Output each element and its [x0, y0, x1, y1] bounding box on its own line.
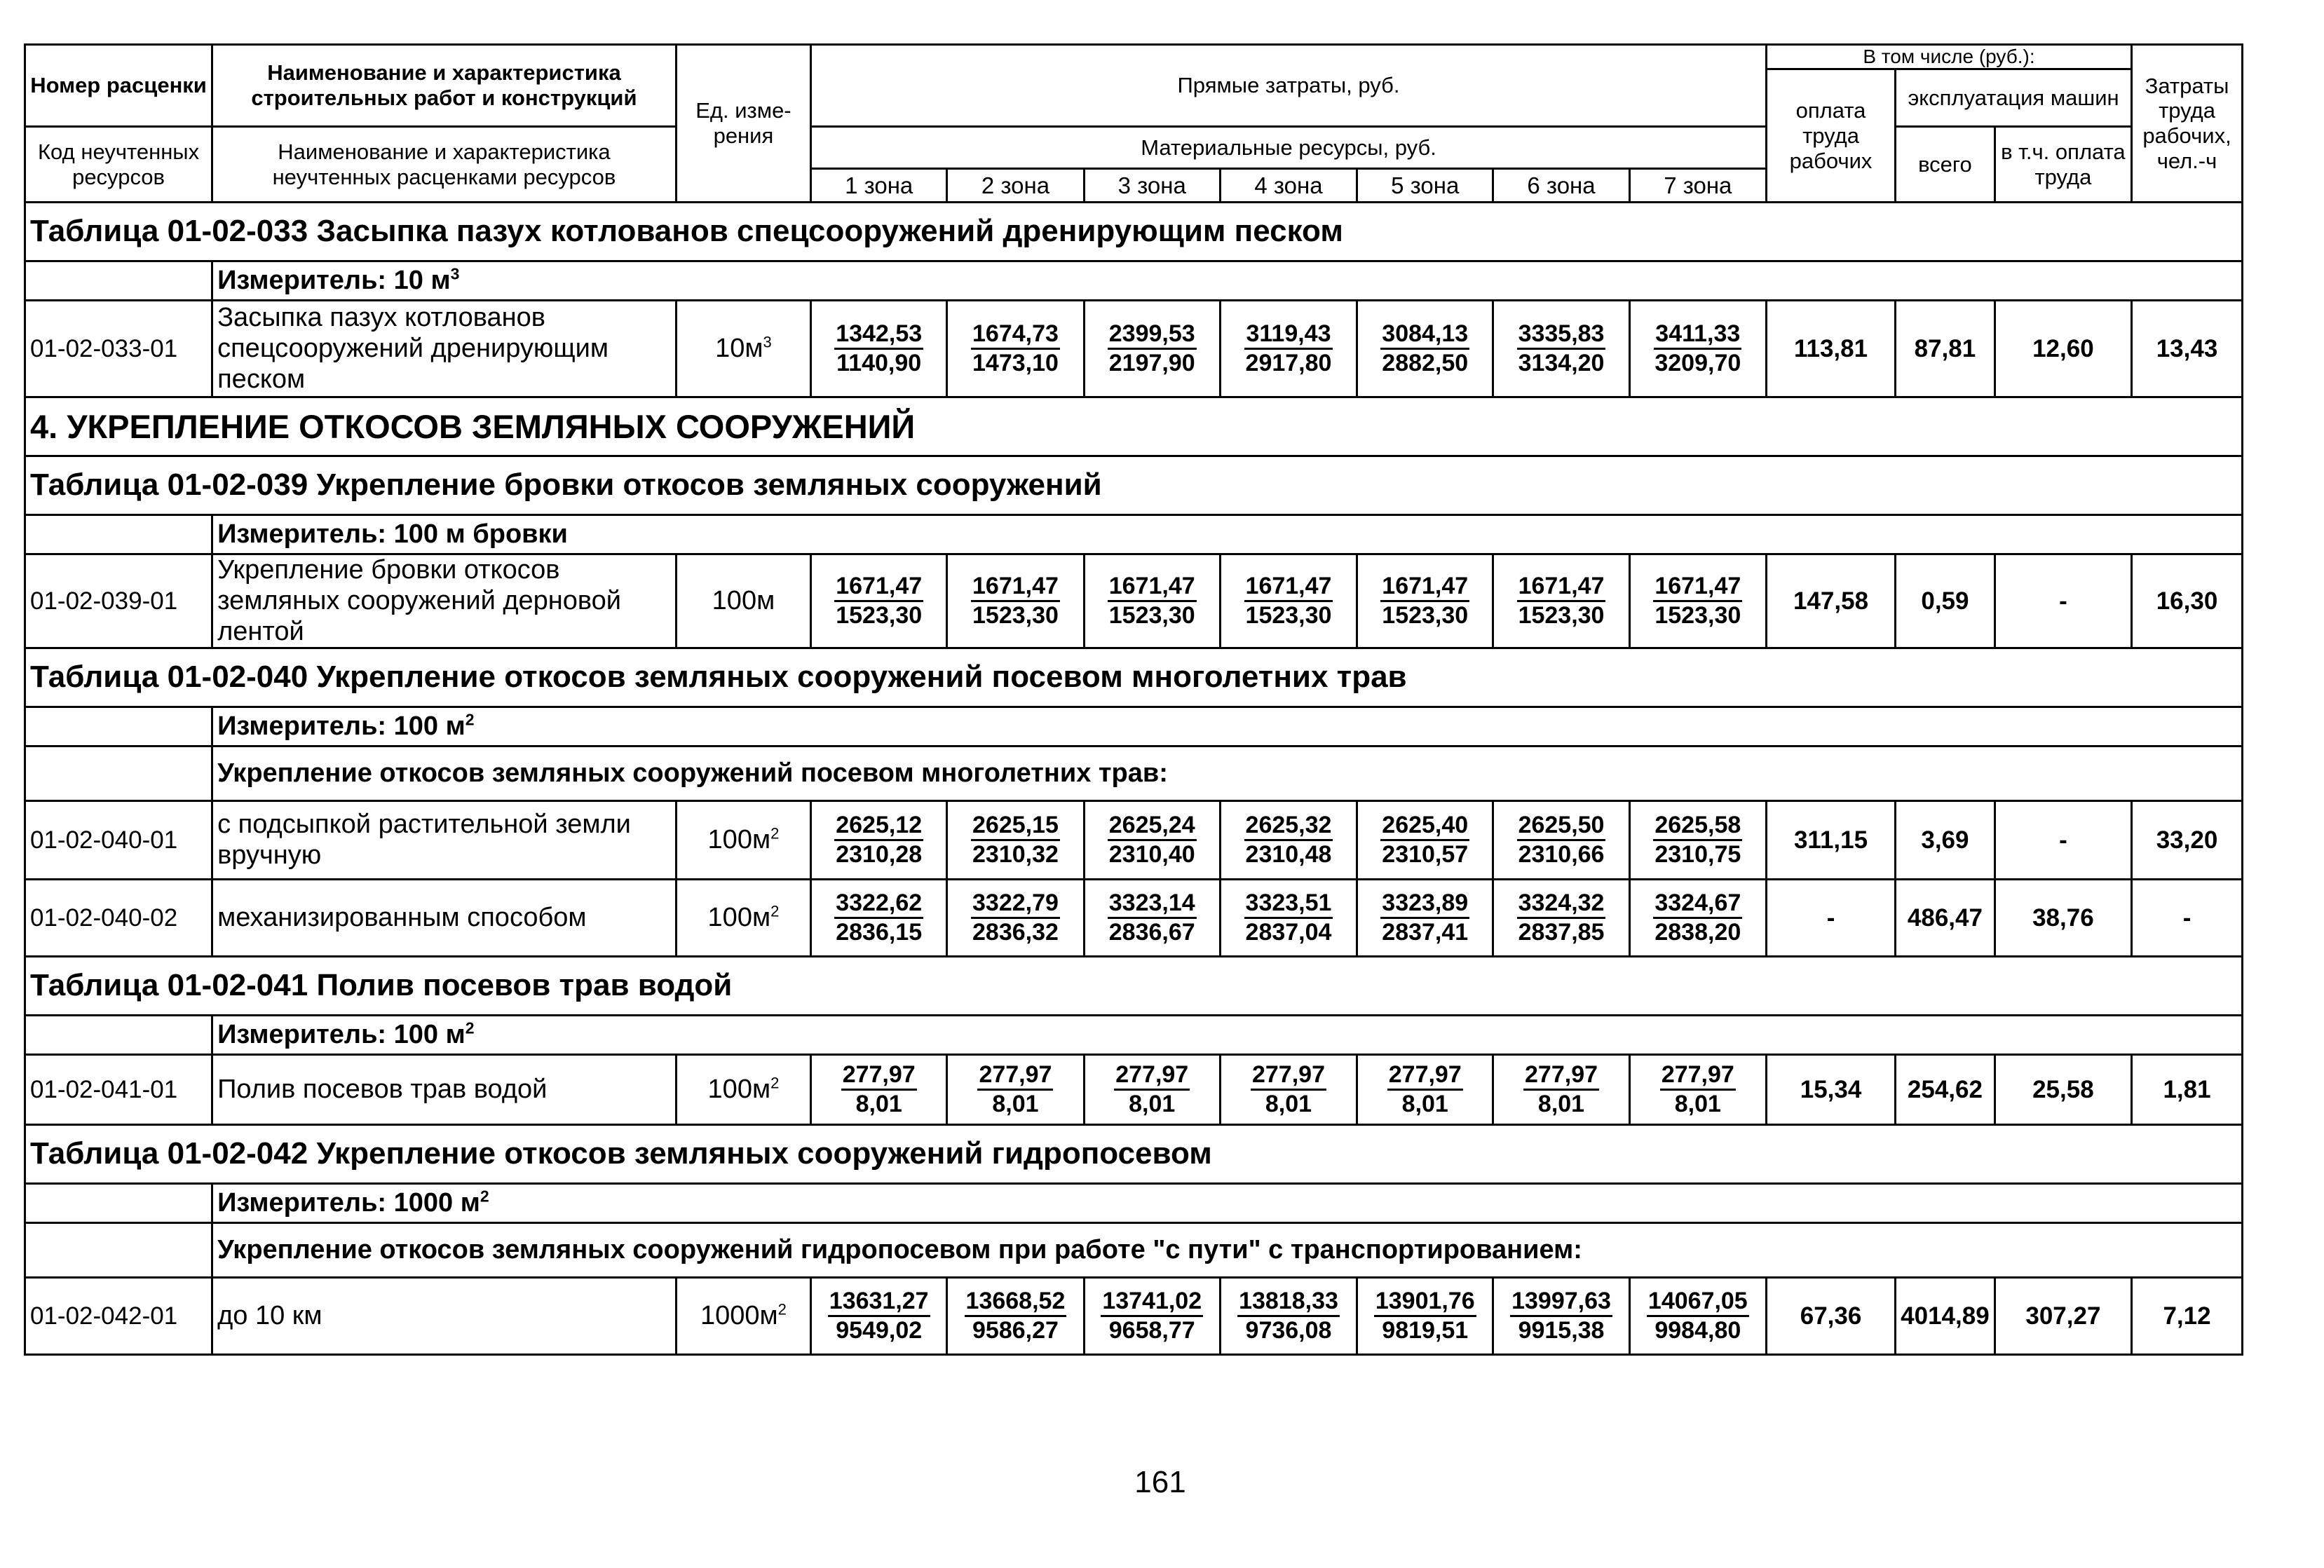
price-total: 2625,40: [1380, 812, 1469, 841]
table-title-row: [25, 648, 2243, 707]
price-materials: 9819,51: [1382, 1317, 1469, 1344]
unit-superscript: 2: [770, 824, 780, 843]
table-row: [25, 1055, 2243, 1125]
zone-price-7: [1629, 1278, 1766, 1355]
price-total: 277,97: [977, 1061, 1053, 1091]
price-materials: 9658,77: [1108, 1317, 1195, 1344]
price-total: 13901,76: [1374, 1288, 1476, 1317]
price-materials: 2836,32: [972, 919, 1059, 946]
zone-price-7: [1629, 801, 1766, 880]
price-total: 13818,33: [1237, 1288, 1340, 1317]
price-materials: 8,01: [992, 1091, 1039, 1118]
zone-price-6: [1493, 301, 1629, 397]
price-total: 277,97: [1387, 1061, 1463, 1091]
measure-empty-cell: [25, 1016, 212, 1055]
zone-price-4: [1220, 301, 1357, 397]
price-total: 277,97: [841, 1061, 917, 1091]
measure-empty-cell: [25, 1184, 212, 1223]
rate-code: 01-02-040-02: [25, 880, 212, 957]
measure-text: Измеритель: 10 м: [217, 265, 451, 295]
price-materials: 2310,75: [1654, 841, 1741, 868]
price-materials: 2310,28: [836, 841, 923, 868]
rate-code: 01-02-041-01: [25, 1055, 212, 1125]
price-materials: 9549,02: [836, 1317, 923, 1344]
machines-total-value: 254,62: [1896, 1055, 1995, 1125]
measure-cell: [212, 1184, 2243, 1223]
price-materials: 9984,80: [1654, 1317, 1741, 1344]
price-total: 3335,83: [1517, 320, 1606, 350]
header-zone-7: 7 зона: [1629, 169, 1766, 203]
price-total: 1674,73: [971, 320, 1060, 350]
section-row: [25, 397, 2243, 456]
zone-price-3: [1084, 801, 1220, 880]
labor-hours-value: 7,12: [2132, 1278, 2243, 1355]
subheading-row: [25, 746, 2243, 801]
measure-row: [25, 1184, 2243, 1223]
header-unaccounted-name: Наименование и характеристика неучтенных расценками ресурсов: [212, 127, 677, 203]
rate-code: 01-02-042-01: [25, 1278, 212, 1355]
rate-code: 01-02-040-01: [25, 801, 212, 880]
price-materials: 9915,38: [1518, 1317, 1605, 1344]
zone-price-6: [1493, 554, 1629, 648]
measure-text: Измеритель: 100 м: [217, 711, 466, 741]
unit-superscript: 2: [777, 1300, 787, 1318]
zone-price-3: [1084, 880, 1220, 957]
header-unit: Ед. изме-рения: [676, 45, 810, 203]
labor-pay-value: -: [1766, 880, 1895, 957]
table-title-row: [25, 203, 2243, 261]
zone-price-7: [1629, 554, 1766, 648]
price-total: 1671,47: [971, 573, 1060, 602]
table-row: [25, 554, 2243, 648]
zone-price-5: [1357, 301, 1493, 397]
price-total: 2625,24: [1108, 812, 1197, 841]
subheading-row: [25, 1223, 2243, 1278]
price-total: 277,97: [1114, 1061, 1190, 1091]
zone-price-2: [947, 301, 1084, 397]
unit-superscript: 3: [763, 333, 772, 351]
price-materials: 9736,08: [1245, 1317, 1332, 1344]
price-materials: 2310,40: [1108, 841, 1195, 868]
labor-pay-value: 311,15: [1766, 801, 1895, 880]
header-machines-total: всего: [1896, 127, 1995, 203]
zone-price-1: [811, 1278, 947, 1355]
price-materials: 2837,04: [1245, 919, 1332, 946]
table-row: [25, 301, 2243, 397]
zone-price-6: [1493, 801, 1629, 880]
table-title: Таблица 01-02-039 Укрепление бровки откосов земляных сооружений: [25, 456, 2243, 515]
price-total: 1671,47: [834, 573, 923, 602]
rate-code: 01-02-039-01: [25, 554, 212, 648]
zone-price-2: [947, 1055, 1084, 1125]
price-total: 3323,51: [1244, 889, 1333, 919]
table-header: [25, 45, 2243, 203]
zone-price-1: [811, 880, 947, 957]
price-materials: 1523,30: [1518, 602, 1605, 629]
price-materials: 1523,30: [1654, 602, 1741, 629]
measure-cell: [212, 1016, 2243, 1055]
labor-hours-value: -: [2132, 880, 2243, 957]
price-materials: 2310,48: [1245, 841, 1332, 868]
price-materials: 2310,57: [1382, 841, 1469, 868]
table-title-row: [25, 456, 2243, 515]
measure-text: Измеритель: 100 м: [217, 1019, 466, 1049]
price-total: 13631,27: [828, 1288, 930, 1317]
table-title: Таблица 01-02-041 Полив посевов трав водой: [25, 957, 2243, 1016]
price-total: 2625,50: [1517, 812, 1606, 841]
header-zone-3: 3 зона: [1084, 169, 1220, 203]
measure-text: Измеритель: 100 м бровки: [217, 519, 568, 549]
zone-price-7: [1629, 1055, 1766, 1125]
header-labor-costs: Затраты труда рабочих, чел.-ч: [2132, 45, 2243, 203]
header-zone-2: 2 зона: [947, 169, 1084, 203]
price-materials: 2917,80: [1245, 350, 1332, 377]
unit-cell: [676, 301, 810, 397]
zone-price-2: [947, 801, 1084, 880]
measure-empty-cell: [25, 261, 212, 301]
unit-text: 100м: [707, 902, 771, 932]
header-zone-6: 6 зона: [1493, 169, 1629, 203]
zone-price-6: [1493, 1055, 1629, 1125]
price-total: 1671,47: [1244, 573, 1333, 602]
price-materials: 8,01: [1674, 1091, 1721, 1118]
machines-labor-value: 38,76: [1995, 880, 2131, 957]
zone-price-1: [811, 301, 947, 397]
price-total: 277,97: [1251, 1061, 1326, 1091]
measure-superscript: 2: [480, 1187, 489, 1206]
subheading: Укрепление откосов земляных сооружений гидропосевом при работе "с пути" с транспортированием:: [212, 1223, 2243, 1278]
zone-price-5: [1357, 554, 1493, 648]
machines-total-value: 0,59: [1896, 554, 1995, 648]
zone-price-2: [947, 880, 1084, 957]
labor-hours-value: 13,43: [2132, 301, 2243, 397]
price-materials: 2197,90: [1108, 350, 1195, 377]
zone-price-6: [1493, 880, 1629, 957]
measure-row: [25, 261, 2243, 301]
machines-labor-value: 25,58: [1995, 1055, 2131, 1125]
price-materials: 2838,20: [1654, 919, 1741, 946]
unit-superscript: 2: [770, 1074, 780, 1092]
price-total: 3324,67: [1653, 889, 1742, 919]
table-title-row: [25, 1125, 2243, 1184]
zone-price-4: [1220, 880, 1357, 957]
price-total: 3323,14: [1108, 889, 1197, 919]
price-materials: 1523,30: [1245, 602, 1332, 629]
measure-superscript: 2: [465, 1018, 475, 1037]
table-row: [25, 1278, 2243, 1355]
price-total: 2625,58: [1653, 812, 1742, 841]
header-direct-costs: Прямые затраты, руб.: [811, 45, 1767, 127]
price-materials: 2837,41: [1382, 919, 1469, 946]
header-including: В том числе (руб.):: [1766, 45, 2131, 69]
zone-price-2: [947, 554, 1084, 648]
price-total: 1671,47: [1108, 573, 1197, 602]
price-total: 2625,12: [834, 812, 923, 841]
section-title: 4. УКРЕПЛЕНИЕ ОТКОСОВ ЗЕМЛЯНЫХ СООРУЖЕНИЙ: [25, 397, 2243, 456]
price-total: 3324,32: [1517, 889, 1606, 919]
header-unaccounted-code: Код неучтенных ресурсов: [25, 127, 212, 203]
machines-total-value: 4014,89: [1896, 1278, 1995, 1355]
price-total: 14067,05: [1647, 1288, 1749, 1317]
price-materials: 8,01: [1537, 1091, 1585, 1118]
table-title: Таблица 01-02-042 Укрепление откосов земляных сооружений гидропосевом: [25, 1125, 2243, 1184]
measure-empty-cell: [25, 515, 212, 554]
machines-labor-value: 12,60: [1995, 301, 2131, 397]
labor-hours-value: 1,81: [2132, 1055, 2243, 1125]
machines-labor-value: -: [1995, 801, 2131, 880]
labor-hours-value: 33,20: [2132, 801, 2243, 880]
unit-text: 10м: [715, 333, 763, 363]
price-total: 1671,47: [1653, 573, 1742, 602]
measure-superscript: 3: [450, 264, 460, 283]
price-total: 13997,63: [1510, 1288, 1612, 1317]
header-rate-number: Номер расценки: [25, 45, 212, 127]
labor-pay-value: 67,36: [1766, 1278, 1895, 1355]
unit-cell: [676, 880, 810, 957]
zone-price-1: [811, 1055, 947, 1125]
unit-cell: [676, 801, 810, 880]
price-materials: 8,01: [855, 1091, 902, 1118]
zone-price-7: [1629, 301, 1766, 397]
measure-row: [25, 707, 2243, 746]
price-materials: 1523,30: [836, 602, 923, 629]
price-total: 13741,02: [1101, 1288, 1203, 1317]
measure-row: [25, 515, 2243, 554]
header-zone-4: 4 зона: [1220, 169, 1357, 203]
work-name: до 10 км: [212, 1278, 677, 1355]
price-total: 1671,47: [1380, 573, 1469, 602]
measure-cell: [212, 515, 2243, 554]
zone-price-4: [1220, 1278, 1357, 1355]
measure-cell: [212, 261, 2243, 301]
price-total: 277,97: [1523, 1061, 1599, 1091]
zone-price-6: [1493, 1278, 1629, 1355]
table-row: [25, 801, 2243, 880]
unit-text: 100м: [712, 585, 775, 615]
price-total: 13668,52: [965, 1288, 1067, 1317]
machines-labor-value: -: [1995, 554, 2131, 648]
price-materials: 1523,30: [1108, 602, 1195, 629]
price-total: 1342,53: [834, 320, 923, 350]
zone-price-4: [1220, 554, 1357, 648]
table-body: [25, 203, 2243, 1355]
zone-price-5: [1357, 1055, 1493, 1125]
zone-price-5: [1357, 1278, 1493, 1355]
zone-price-7: [1629, 880, 1766, 957]
price-materials: 2310,32: [972, 841, 1059, 868]
labor-pay-value: 15,34: [1766, 1055, 1895, 1125]
price-total: 3084,13: [1380, 320, 1469, 350]
unit-cell: [676, 1278, 810, 1355]
page-number: 161: [1134, 1465, 1186, 1499]
header-zone-5: 5 зона: [1357, 169, 1493, 203]
price-total: 277,97: [1660, 1061, 1736, 1091]
price-total: 3411,33: [1654, 320, 1741, 350]
table-title-row: [25, 957, 2243, 1016]
zone-price-5: [1357, 801, 1493, 880]
unit-superscript: 2: [770, 902, 780, 920]
measure-row: [25, 1016, 2243, 1055]
zone-price-3: [1084, 301, 1220, 397]
table-title: Таблица 01-02-040 Укрепление откосов земляных сооружений посевом многолетних трав: [25, 648, 2243, 707]
price-total: 3322,79: [971, 889, 1060, 919]
work-name: с подсыпкой растительной земли вручную: [212, 801, 677, 880]
header-machines-labor: в т.ч. оплата труда: [1995, 127, 2131, 203]
price-materials: 3134,20: [1518, 350, 1605, 377]
zone-price-2: [947, 1278, 1084, 1355]
labor-pay-value: 113,81: [1766, 301, 1895, 397]
machines-labor-value: 307,27: [1995, 1278, 2131, 1355]
price-materials: 1523,30: [972, 602, 1059, 629]
price-materials: 9586,27: [972, 1317, 1059, 1344]
machines-total-value: 87,81: [1896, 301, 1995, 397]
price-total: 3119,43: [1244, 320, 1332, 350]
labor-hours-value: 16,30: [2132, 554, 2243, 648]
price-total: 1671,47: [1517, 573, 1606, 602]
work-name: механизированным способом: [212, 880, 677, 957]
labor-pay-value: 147,58: [1766, 554, 1895, 648]
header-work-name: Наименование и характеристика строительных работ и конструкций: [212, 45, 677, 127]
price-total: 2625,15: [971, 812, 1060, 841]
zone-price-4: [1220, 1055, 1357, 1125]
price-total: 2625,32: [1244, 812, 1333, 841]
subheading-empty-cell: [25, 746, 212, 801]
measure-text: Измеритель: 1000 м: [217, 1187, 480, 1218]
price-materials: 2837,85: [1518, 919, 1605, 946]
price-materials: 3209,70: [1654, 350, 1741, 377]
unit-cell: [676, 554, 810, 648]
measure-superscript: 2: [465, 710, 475, 729]
work-name: Укрепление бровки откосов земляных сооружений дерновой лентой: [212, 554, 677, 648]
machines-total-value: 3,69: [1896, 801, 1995, 880]
price-materials: 2836,15: [836, 919, 923, 946]
work-name: Полив посевов трав водой: [212, 1055, 677, 1125]
price-materials: 2882,50: [1382, 350, 1469, 377]
table-title: Таблица 01-02-033 Засыпка пазух котлованов спецсооружений дренирующим песком: [25, 203, 2243, 261]
measure-empty-cell: [25, 707, 212, 746]
work-name: Засыпка пазух котлованов спецсооружений дренирующим песком: [212, 301, 677, 397]
measure-cell: [212, 707, 2243, 746]
zone-price-5: [1357, 880, 1493, 957]
table-row: [25, 880, 2243, 957]
price-materials: 8,01: [1265, 1091, 1312, 1118]
machines-total-value: 486,47: [1896, 880, 1995, 957]
zone-price-1: [811, 801, 947, 880]
zone-price-3: [1084, 554, 1220, 648]
price-materials: 8,01: [1129, 1091, 1176, 1118]
zone-price-1: [811, 554, 947, 648]
header-zone-1: 1 зона: [811, 169, 947, 203]
price-materials: 1523,30: [1382, 602, 1469, 629]
rate-code: 01-02-033-01: [25, 301, 212, 397]
price-total: 2399,53: [1108, 320, 1197, 350]
zone-price-4: [1220, 801, 1357, 880]
header-machines: эксплуатация машин: [1896, 69, 2132, 127]
zone-price-3: [1084, 1278, 1220, 1355]
zone-price-3: [1084, 1055, 1220, 1125]
subheading-empty-cell: [25, 1223, 212, 1278]
subheading: Укрепление откосов земляных сооружений посевом многолетних трав:: [212, 746, 2243, 801]
price-total: 3323,89: [1380, 889, 1469, 919]
price-materials: 2836,67: [1108, 919, 1195, 946]
price-materials: 8,01: [1401, 1091, 1448, 1118]
price-total: 3322,62: [834, 889, 923, 919]
unit-text: 1000м: [700, 1300, 778, 1330]
rates-table: [24, 43, 2243, 1356]
price-materials: 1473,10: [972, 350, 1059, 377]
header-labor-pay: оплата труда рабочих: [1766, 69, 1895, 203]
header-materials: Материальные ресурсы, руб.: [811, 127, 1767, 169]
unit-text: 100м: [707, 824, 771, 854]
price-materials: 1140,90: [836, 350, 922, 377]
unit-cell: [676, 1055, 810, 1125]
unit-text: 100м: [707, 1074, 771, 1104]
price-materials: 2310,66: [1518, 841, 1605, 868]
